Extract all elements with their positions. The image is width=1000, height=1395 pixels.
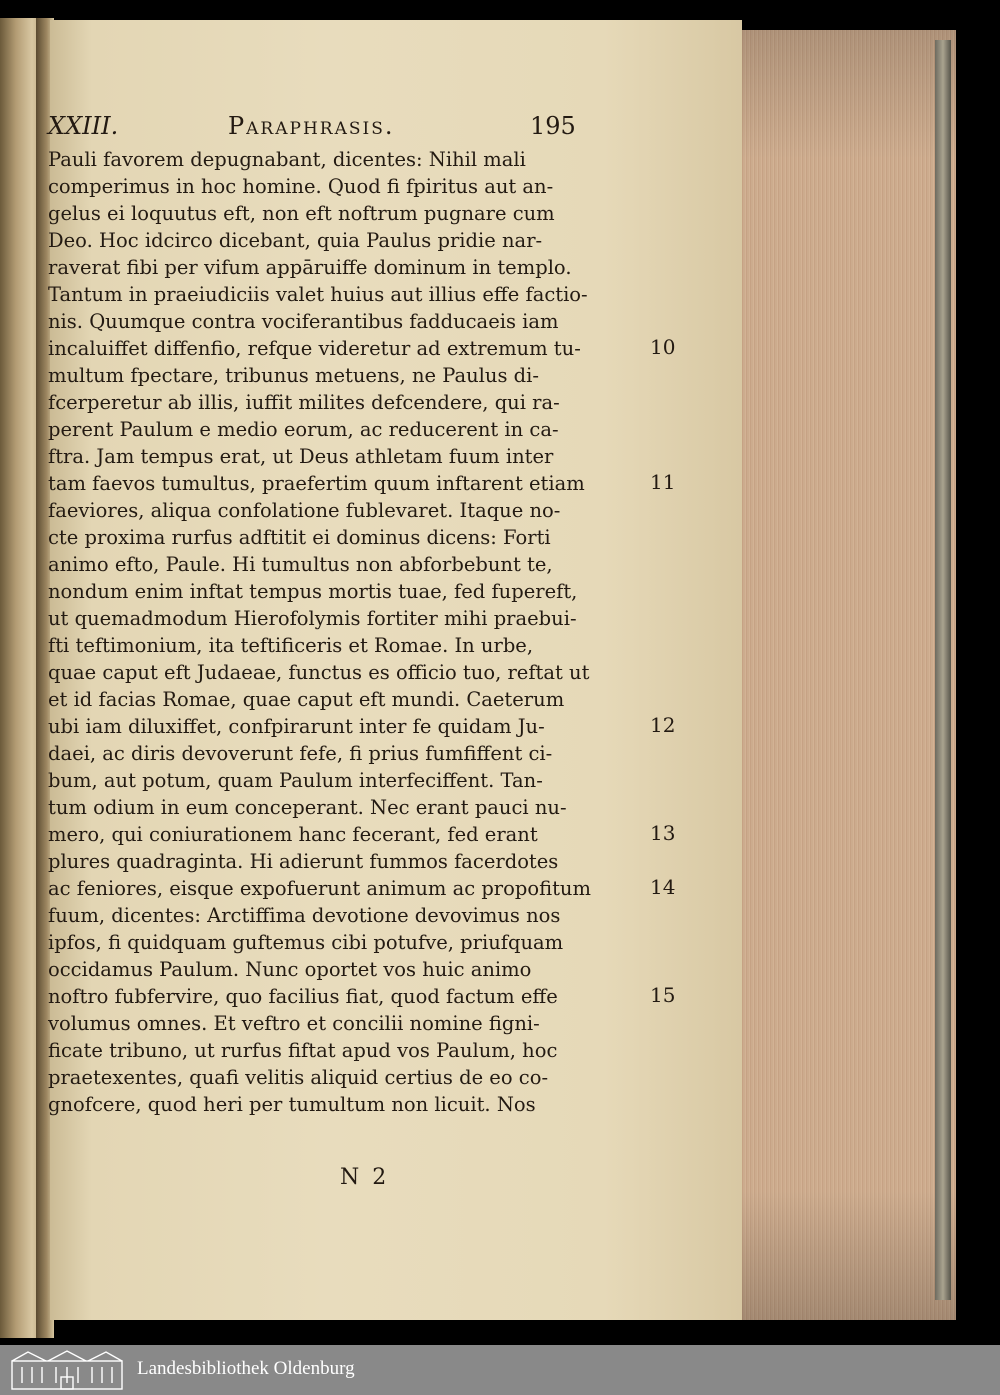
library-building-icon	[8, 1349, 126, 1391]
text-line: gnofcere, quod heri per tumultum non licuit. Nos	[48, 1093, 536, 1116]
text-line: ubi iam diluxiffet, confpirarunt inter fe quidam Ju-	[48, 715, 545, 738]
book-cover-edge	[935, 40, 951, 1300]
verse-number: 14	[650, 875, 676, 899]
text-line: ficate tribuno, ut rurfus fiftat apud vos Paulum, hoc	[48, 1039, 558, 1062]
text-line: Tantum in praeiudiciis valet huius aut illius effe factio-	[48, 283, 588, 306]
text-line: noftro fubfervire, quo facilius fiat, quod factum effe	[48, 985, 558, 1008]
text-line: tam faevos tumultus, praefertim quum inftarent etiam	[48, 472, 585, 495]
text-line: raverat fibi per vifum appāruiffe dominum in templo.	[48, 256, 572, 279]
text-line: fcerperetur ab illis, iuffit milites defcendere, qui ra-	[48, 391, 560, 414]
text-line: ac feniores, eisque expofuerunt animum ac propofitum	[48, 877, 591, 900]
text-line: ipfos, fi quidquam guftemus cibi potufve, priufquam	[48, 931, 564, 954]
running-header	[48, 112, 628, 146]
verse-number: 11	[650, 470, 676, 494]
verse-number: 12	[650, 713, 676, 737]
verse-number: 13	[650, 821, 676, 845]
text-line: ftra. Jam tempus erat, ut Deus athletam fuum inter	[48, 445, 554, 468]
text-line: gelus ei loquutus eft, non eft noftrum pugnare cum	[48, 202, 555, 225]
body-text	[48, 146, 628, 1118]
page-text-block	[48, 112, 676, 1118]
text-line: ut quemadmodum Hierofolymis fortiter mihi praebui-	[48, 607, 577, 630]
text-line: nondum enim inftat tempus mortis tuae, fed fupereft,	[48, 580, 578, 603]
signature-mark: N 2	[340, 1165, 390, 1190]
text-line: Pauli favorem depugnabant, dicentes: Nihil mali	[48, 148, 526, 171]
text-line: tum odium in eum conceperant. Nec erant pauci nu-	[48, 796, 567, 819]
text-line: comperimus in hoc homine. Quod fi fpiritus aut an-	[48, 175, 554, 198]
text-line: fuum, dicentes: Arctiffima devotione devovimus nos	[48, 904, 561, 927]
text-line: fti teftimonium, ita teftificeris et Romae. In urbe,	[48, 634, 534, 657]
running-title: Paraphrasis.	[228, 112, 395, 140]
page-number: 195	[530, 112, 576, 140]
text-line: cte proxima rurfus adftitit ei dominus dicens: Forti	[48, 526, 551, 549]
text-line: incaluiffet diffenfio, refque videretur ad extremum tu-	[48, 337, 581, 360]
text-line: occidamus Paulum. Nunc oportet vos huic animo	[48, 958, 532, 981]
text-line: faeviores, aliqua confolatione fublevaret. Itaque no-	[48, 499, 561, 522]
text-line: et id facias Romae, quae caput eft mundi. Caeterum	[48, 688, 565, 711]
left-page-edge	[0, 18, 40, 1338]
text-line: nis. Quumque contra vociferantibus fadducaeis iam	[48, 310, 559, 333]
text-line: praetexentes, quafi velitis aliquid certius de eo co-	[48, 1066, 549, 1089]
text-line: animo efto, Paule. Hi tumultus non abforbebunt te,	[48, 553, 553, 576]
chapter-number: XXIII.	[48, 112, 119, 140]
text-line: plures quadraginta. Hi adierunt fummos facerdotes	[48, 850, 559, 873]
text-line: Deo. Hoc idcirco dicebant, quia Paulus pridie nar-	[48, 229, 543, 252]
verse-number: 15	[650, 983, 676, 1007]
text-line: perent Paulum e medio eorum, ac reducerent in ca-	[48, 418, 559, 441]
library-name: Landesbibliothek Oldenburg	[137, 1358, 355, 1379]
text-line: volumus omnes. Et veftro et concilii nomine figni-	[48, 1012, 540, 1035]
text-line: bum, aut potum, quam Paulum interfeciffent. Tan-	[48, 769, 543, 792]
text-line: mero, qui coniurationem hanc fecerant, fed erant	[48, 823, 538, 846]
verse-number: 10	[650, 335, 676, 359]
text-line: quae caput eft Judaeae, functus es officio tuo, reftat ut	[48, 661, 590, 684]
library-footer-bar	[0, 1345, 1000, 1395]
text-line: daei, ac diris devoverunt fefe, fi prius fumfiffent ci-	[48, 742, 553, 765]
text-line: multum fpectare, tribunus metuens, ne Paulus di-	[48, 364, 539, 387]
